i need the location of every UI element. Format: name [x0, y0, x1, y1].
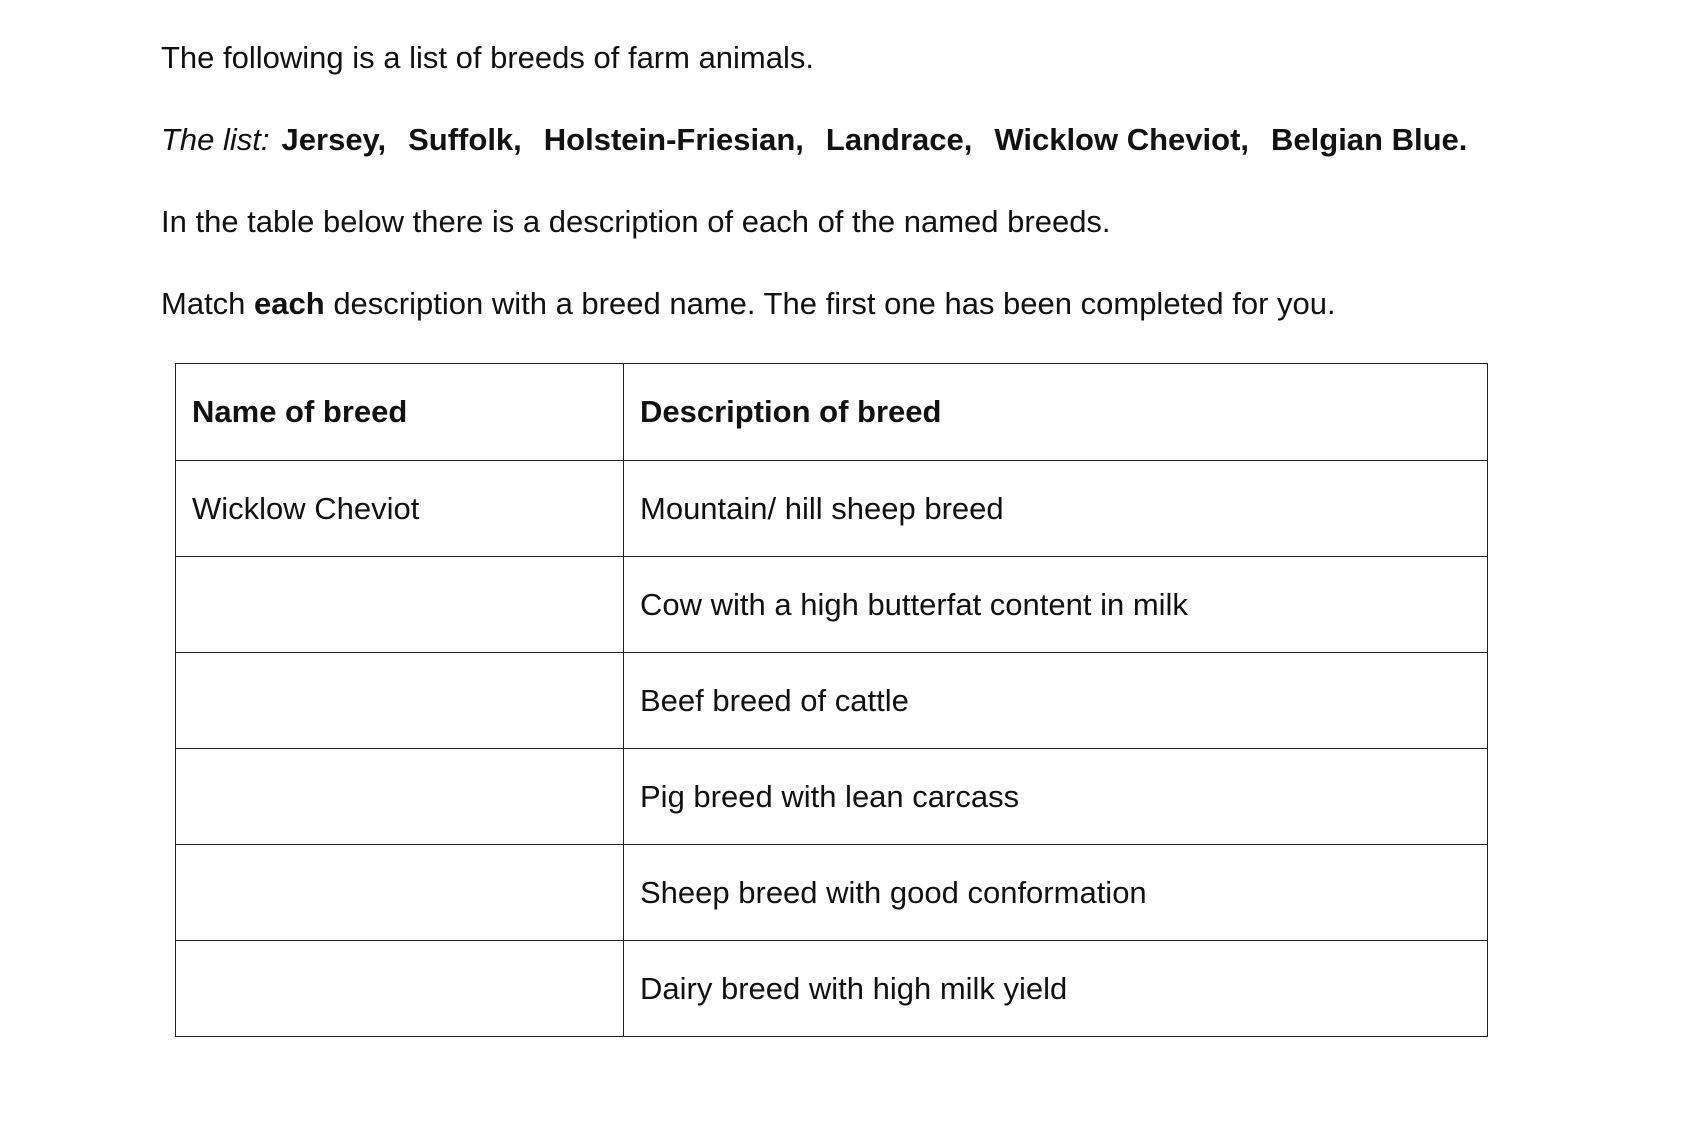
header-name-of-breed: Name of breed — [176, 364, 624, 461]
table-header-row — [176, 364, 1488, 461]
table-row — [176, 557, 1488, 653]
breed-description-cell: Cow with a high butterfat content in milk — [624, 557, 1488, 653]
table-row — [176, 749, 1488, 845]
list-item-landrace: Landrace, — [825, 122, 973, 157]
breed-name-cell[interactable] — [176, 845, 624, 941]
list-lead: The list: — [161, 122, 270, 157]
breed-name-cell[interactable] — [176, 653, 624, 749]
breed-list-items — [282, 122, 1468, 157]
breed-name-cell[interactable] — [176, 749, 624, 845]
breed-name-cell[interactable] — [176, 941, 624, 1037]
table-row — [176, 941, 1488, 1037]
table-row — [176, 653, 1488, 749]
header-description-of-breed: Description of breed — [624, 364, 1488, 461]
instruction-bold: each — [254, 286, 325, 321]
list-item-jersey: Jersey, — [281, 122, 387, 157]
table-intro-line: In the table below there is a description of each of the named breeds. — [161, 204, 1111, 239]
breed-list-line — [161, 118, 1467, 162]
instruction-pre: Match — [161, 286, 255, 321]
breed-description-cell: Dairy breed with high milk yield — [624, 941, 1488, 1037]
instruction-line — [161, 282, 1336, 326]
breed-name-cell[interactable] — [176, 557, 624, 653]
table-row — [176, 845, 1488, 941]
list-item-belgian-blue: Belgian Blue. — [1271, 122, 1468, 157]
list-item-holstein-friesian: Holstein-Friesian, — [543, 122, 804, 157]
list-item-suffolk: Suffolk, — [408, 122, 522, 157]
list-item-wicklow-cheviot: Wicklow Cheviot, — [994, 122, 1250, 157]
instruction-post: description with a breed name. The first one has been completed for you. — [324, 286, 1336, 321]
breed-description-cell: Sheep breed with good conformation — [624, 845, 1488, 941]
breed-description-cell: Mountain/ hill sheep breed — [624, 461, 1488, 557]
breed-name-cell[interactable]: Wicklow Cheviot — [176, 461, 624, 557]
breed-matching-table — [175, 363, 1488, 1037]
intro-line: The following is a list of breeds of farm animals. — [161, 40, 814, 75]
table-row — [176, 461, 1488, 557]
breed-description-cell: Pig breed with lean carcass — [624, 749, 1488, 845]
breed-description-cell: Beef breed of cattle — [624, 653, 1488, 749]
